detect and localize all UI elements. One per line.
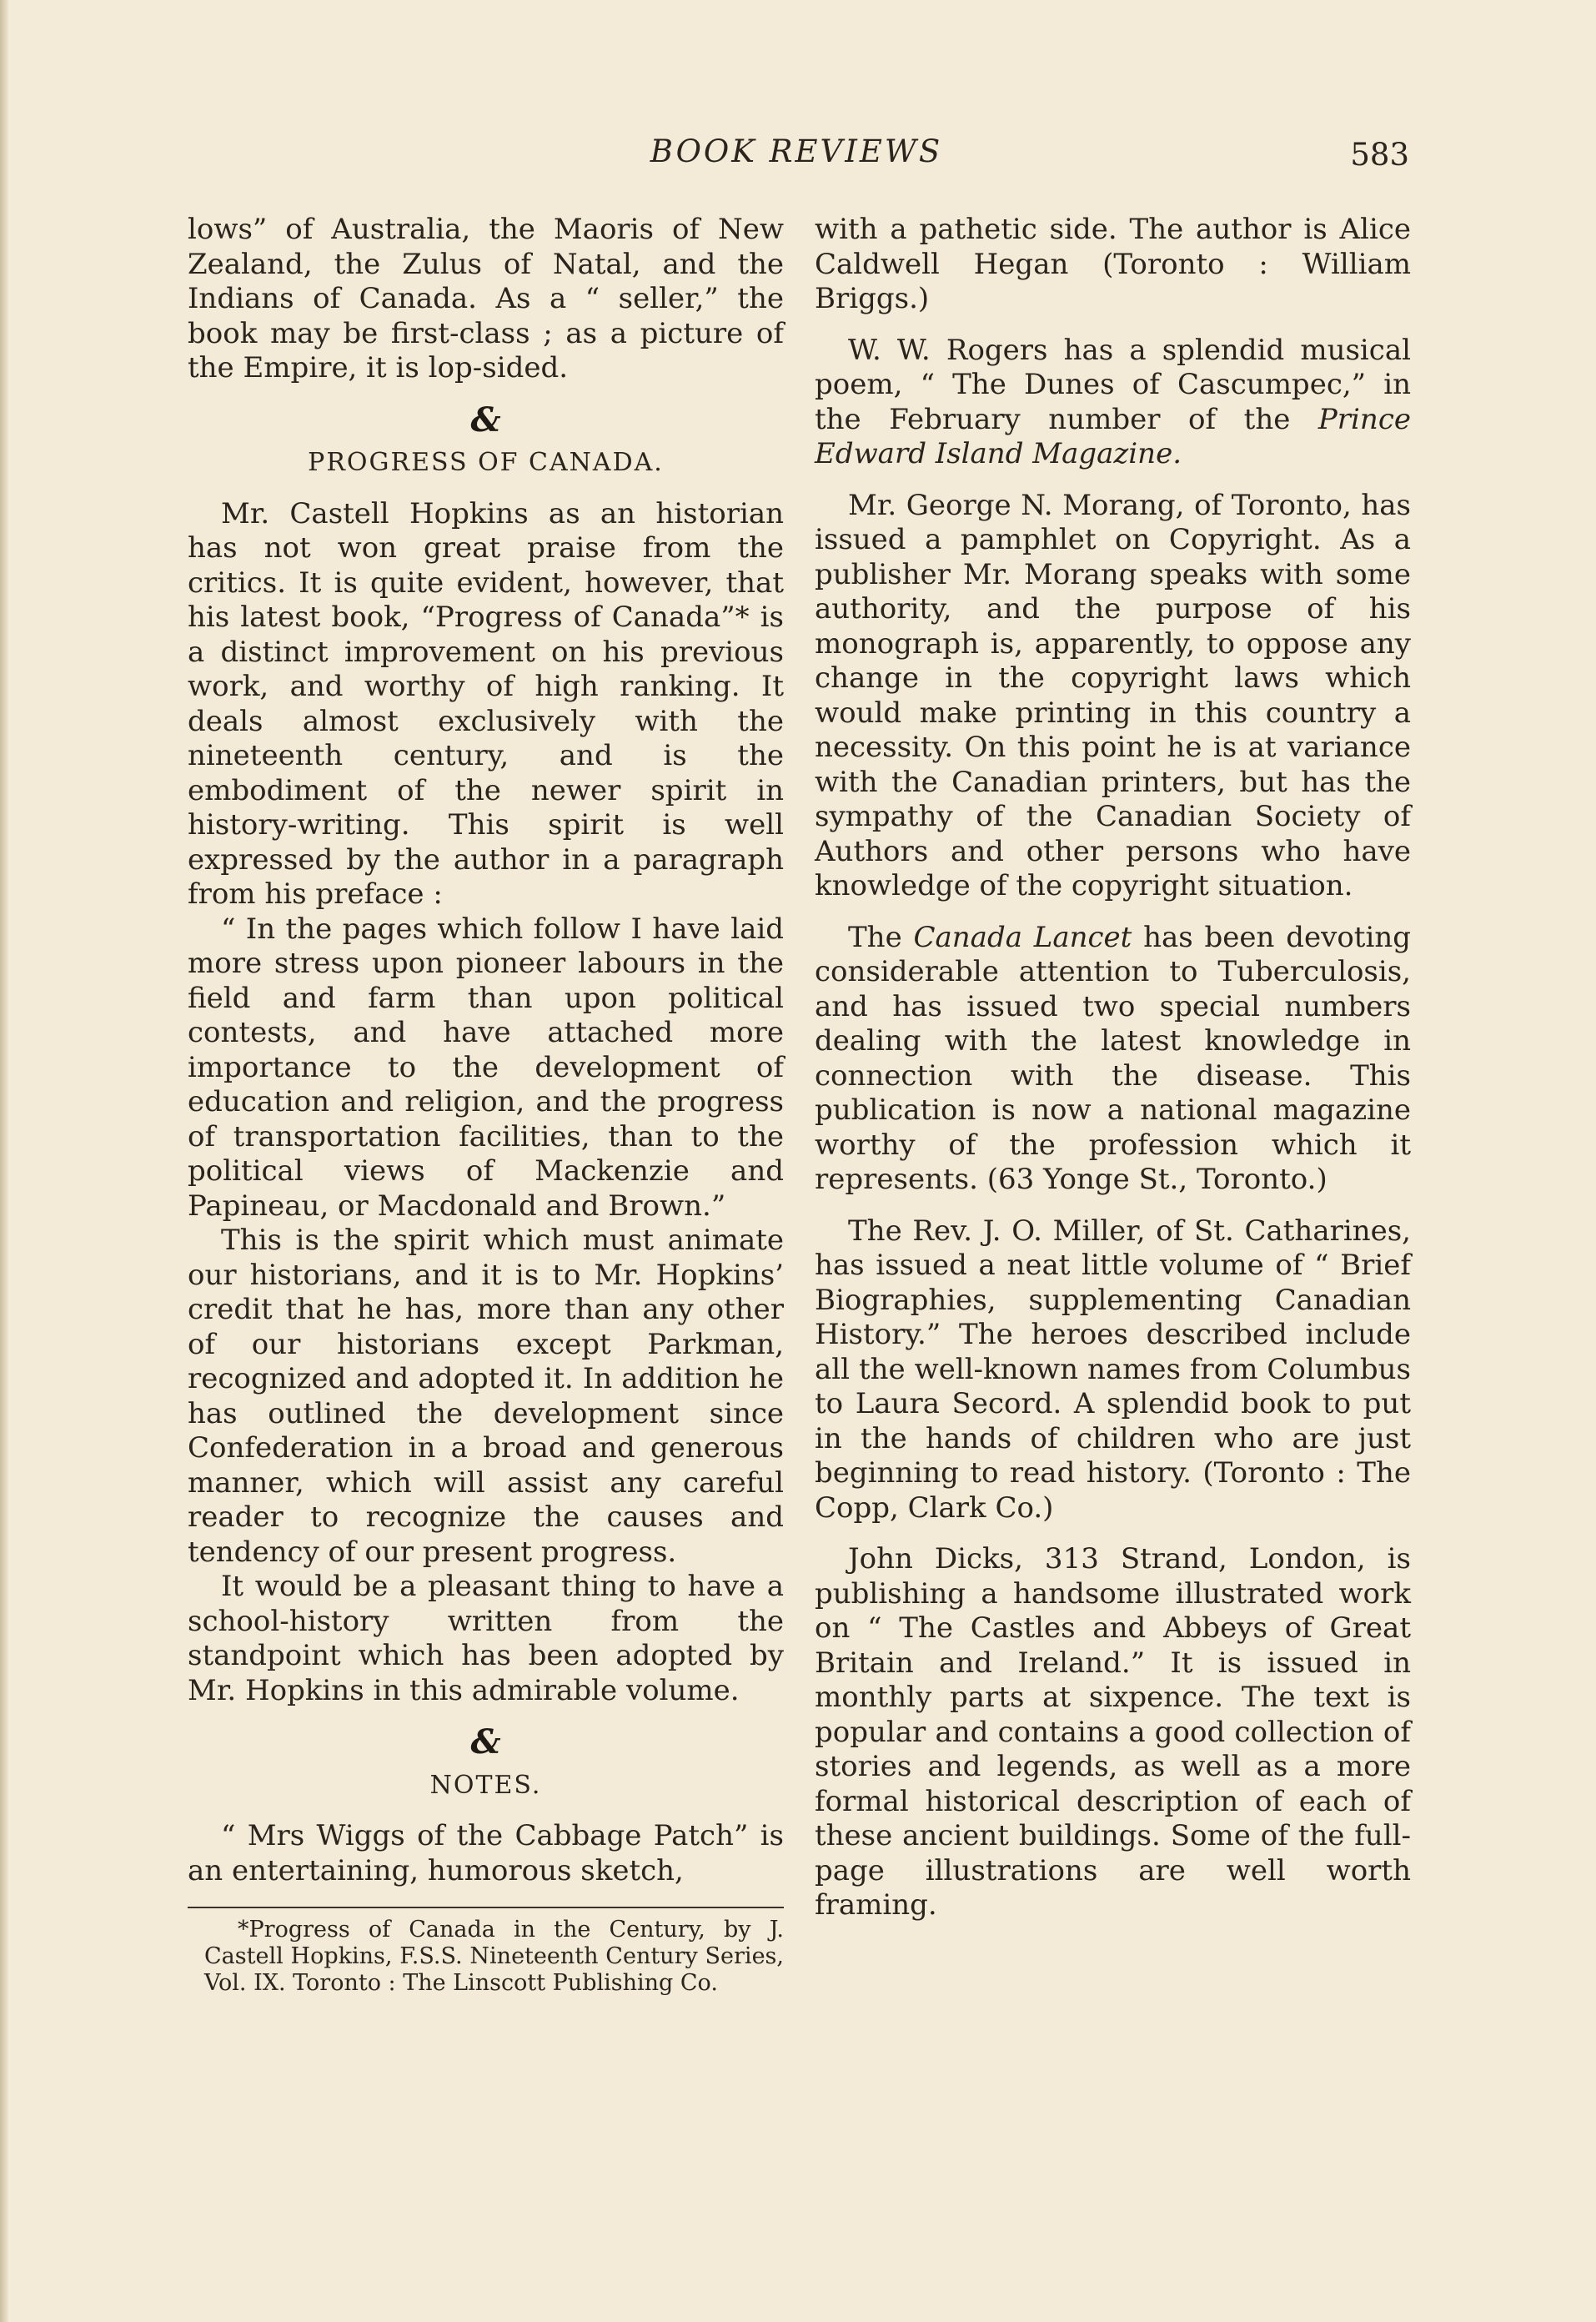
running-title: BOOK REVIEWS [650,133,943,169]
right-column [815,213,1411,1940]
heading-notes: NOTES. [429,1770,542,1800]
intro-paragraph: lows” of Australia, the Maoris of New Zealand, the Zulus of Natal, and the Indians of Canada. As a “ seller,” the book may be first-class ; as a picture of the Empire, it is lop-sided. [188,213,784,384]
rogers-text: W. W. Rogers has a splendid musical poem, “ The Dunes of Cascumpec,” in the February number of the [815,333,1411,436]
magazine-title: Prince Edward Island Magazine. [815,402,1411,470]
page-header [183,133,1409,183]
hopkins-paragraph: Mr. Castell Hopkins as an historian has not won great praise from the critics. It is quite evident, however, that his latest book, “Progress of Canada”* is a distinct improvement on his previous work, and worthy of high ranking. It deals almost exclusively with the nineteenth century, and is the embodiment of the newer spirit in history-writing. This spirit is well expressed by the author in a paragraph from his preface : [188,496,784,911]
left-column [188,213,784,2013]
lancet-paragraph [815,921,1411,1198]
school-history-paragraph: It would be a pleasant thing to have a school-history written from the standpoint which has been adopted by Mr. Hopkins in this admirable volume. [188,1570,784,1707]
morang-paragraph: Mr. George N. Morang, of Toronto, has issued a pamphlet on Copyright. As a publisher Mr. Morang speaks with some authority, and the purpose of his monograph is, apparently, to oppose any change in the copyright laws which would make printing in this country a necessity. On this point he is at variance with the Canadian printers, but has the sympathy of the Canadian Society of Authors and other persons who have knowledge of the copyright situation. [815,488,1411,902]
lancet-text-a: The [848,920,914,954]
rogers-paragraph [815,334,1411,472]
footnote: *Progress of Canada in the Century, by J. Castell Hopkins, F.S.S. Nineteenth Century Series, Vol. IX. Toronto : The Linscott Publishing Co. [204,1917,784,1996]
lancet-text-b: has been devoting considerable attention to Tuberculosis, and has issued two special numbers dealing with the latest knowledge in connection with the disease. This publication is now a national magazine worthy of the profession which it represents. (63 Yonge St., Toronto.) [815,920,1411,1196]
page-number: 583 [1350,137,1409,173]
lancet-title: Canada Lancet [913,920,1132,954]
heading-progress-of-canada: PROGRESS OF CANADA. [308,448,664,477]
section-ornament-icon: & [470,400,501,440]
dicks-paragraph: John Dicks, 313 Strand, London, is publishing a handsome illustrated work on “ The Castles and Abbeys of Great Britain and Ireland.” It is issued in monthly parts at sixpence. The text is popular and contains a good collection of stories and legends, as well as a more formal historical description of each of these ancient buildings. Some of the full-page illustrations are well worth framing. [815,1542,1411,1922]
spirit-paragraph: This is the spirit which must animate our historians, and it is to Mr. Hopkins’ credit that he has, more than any other of our historians except Parkman, recognized and adopted it. In addition he has outlined the development since Confederation in a broad and generous manner, which will assist any careful reader to recognize the causes and tendency of our present progress. [188,1224,784,1569]
footnote-divider [188,1907,784,1908]
wiggs-continued-paragraph: with a pathetic side. The author is Alice Caldwell Hegan (Toronto : William Briggs.) [815,213,1411,315]
wiggs-paragraph: “ Mrs Wiggs of the Cabbage Patch” is an entertaining, humorous sketch, [188,1819,784,1887]
miller-paragraph: The Rev. J. O. Miller, of St. Catharines, has issued a neat little volume of “ Brief Biographies, supplementing Canadian History.” The heroes described include all the well-known names from Columbus to Laura Secord. A splendid book to put in the hands of children who are just beginning to read history. (Toronto : The Copp, Clark Co.) [815,1214,1411,1525]
section-ornament-icon: & [470,1722,501,1762]
page-edge [0,0,8,2322]
preface-quote-paragraph: “ In the pages which follow I have laid more stress upon pioneer labours in the field and farm than upon political contests, and have attached more importance to the development of education and religion, and the progress of transportation facilities, than to the political views of Mackenzie and Papineau, or Macdonald and Brown.” [188,912,784,1223]
